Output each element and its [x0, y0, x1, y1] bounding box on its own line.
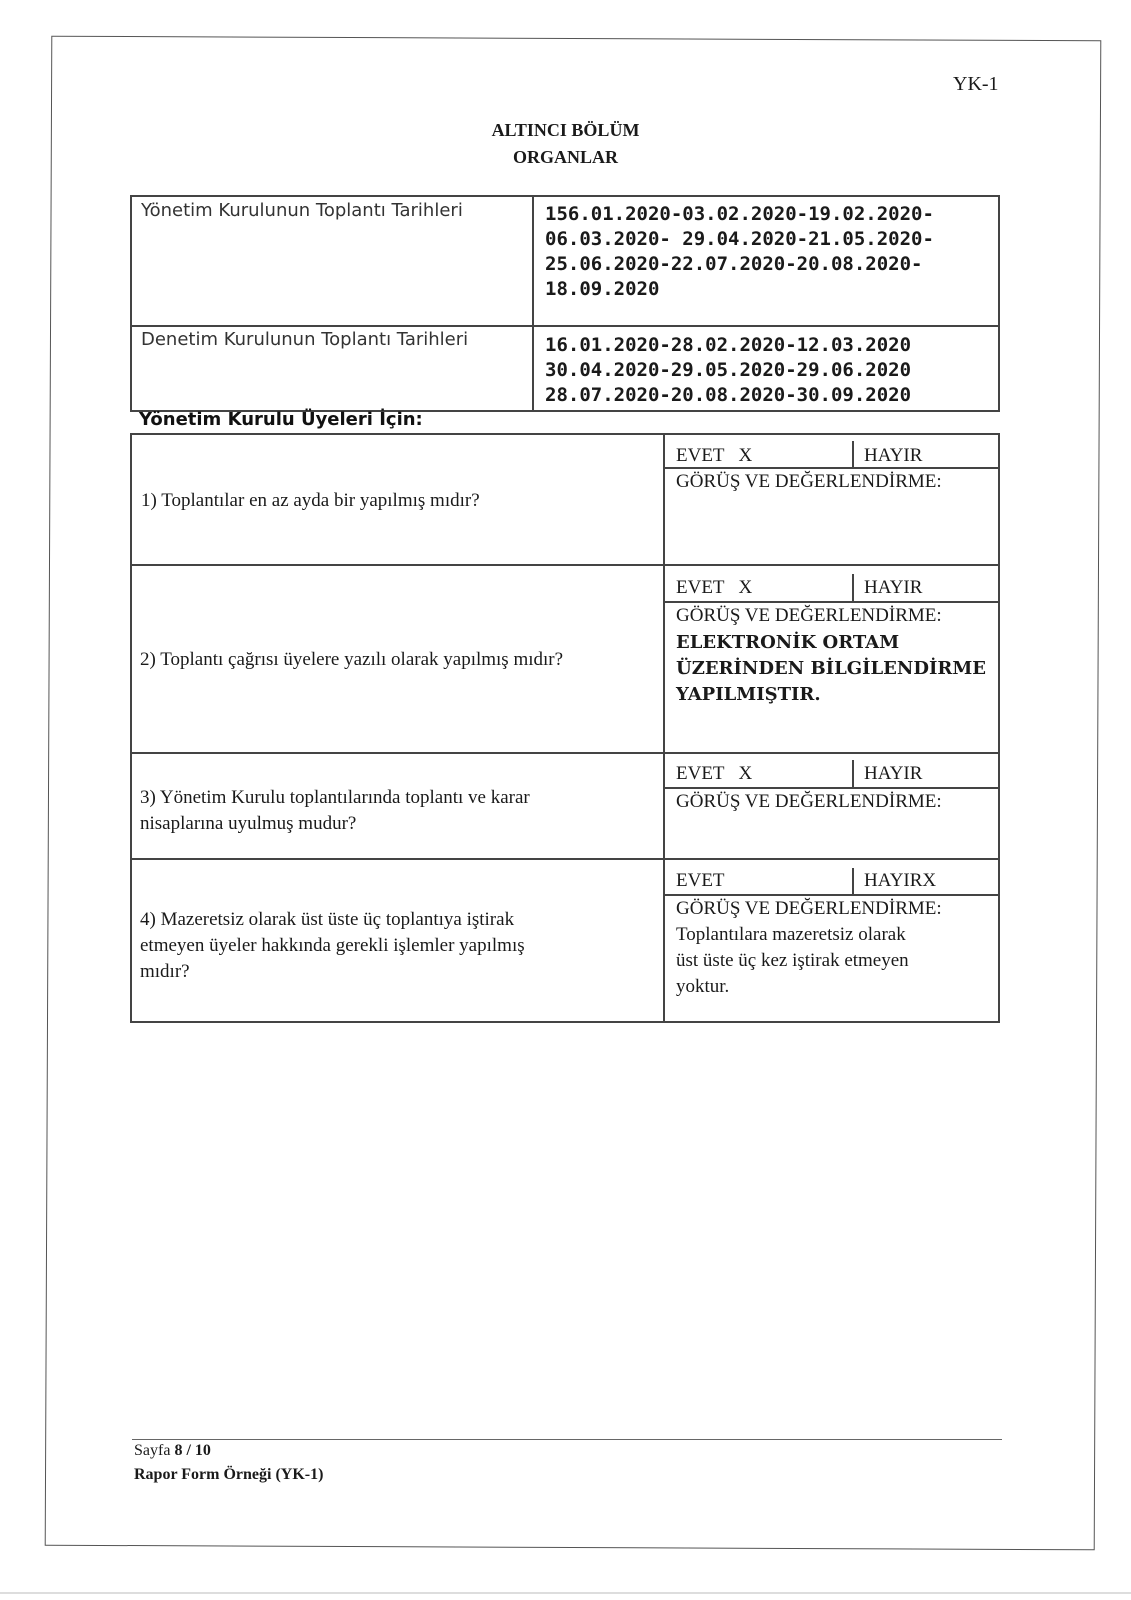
opinion-line: YAPILMIŞTIR. [676, 684, 821, 705]
question-text: 1) Toplantılar en az ayda bir yapılmış mıdır? [141, 490, 480, 511]
divider [663, 858, 665, 1023]
opinion-line: üst üste üç kez iştirak etmeyen [676, 950, 909, 971]
date-line: 156.01.2020-03.02.2020-19.02.2020- [545, 203, 934, 225]
page-prefix: Sayfa [134, 1442, 171, 1459]
page-code: YK-1 [953, 73, 999, 95]
opinion-line: ELEKTRONİK ORTAM [676, 632, 900, 653]
no-option[interactable]: HAYIRX [864, 870, 937, 891]
question-line: etmeyen üyeler hakkında gerekli işlemler yapılmış [140, 935, 525, 956]
opinion-label: GÖRÜŞ VE DEĞERLENDİRME: [676, 898, 942, 919]
date-line: 06.03.2020- 29.04.2020-21.05.2020- [545, 228, 934, 250]
question-text: 2) Toplantı çağrısı üyelere yazılı olarak yapılmış mıdır? [140, 649, 564, 670]
date-line: 25.06.2020-22.07.2020-20.08.2020- [545, 253, 923, 275]
divider [852, 574, 854, 602]
yes-option[interactable]: EVET [676, 870, 725, 891]
scan-edge [0, 1592, 1131, 1594]
question-line: 4) Mazeretsiz olarak üst üste üç toplantıya iştirak [140, 909, 515, 930]
opinion-label: GÖRÜŞ VE DEĞERLENDİRME: [676, 791, 942, 812]
yes-option[interactable]: EVET X [676, 763, 753, 784]
divider [852, 760, 854, 788]
question-text [140, 907, 652, 985]
page-total: 10 [194, 1442, 211, 1459]
yes-option[interactable]: EVET X [676, 577, 753, 598]
opinion-label: GÖRÜŞ VE DEĞERLENDİRME: [676, 471, 942, 492]
no-option[interactable]: HAYIR [864, 445, 923, 466]
audit-meetings-dates [545, 333, 911, 408]
no-option[interactable]: HAYIR [864, 577, 923, 598]
question-line: nisaplarına uyulmuş mudur? [140, 813, 357, 834]
audit-meetings-label: Denetim Kurulunun Toplantı Tarihleri [141, 329, 469, 350]
opinion-line: Toplantılara mazeretsiz olarak [676, 924, 906, 945]
question-text [140, 785, 652, 837]
board-meetings-label: Yönetim Kurulunun Toplantı Tarihleri [141, 200, 463, 221]
section-heading: Yönetim Kurulu Üyeleri İçin: [139, 409, 423, 430]
date-line: 28.07.2020-20.08.2020-30.09.2020 [545, 384, 912, 406]
opinion-text [676, 922, 992, 1000]
divider [852, 441, 854, 468]
question-line: 3) Yönetim Kurulu toplantılarında toplantı ve karar [140, 787, 530, 808]
board-meetings-dates [545, 202, 934, 302]
page-current: 8 [174, 1442, 183, 1459]
divider [663, 564, 665, 754]
opinion-line: yoktur. [676, 976, 730, 997]
page-separator: / [186, 1442, 191, 1459]
divider [663, 433, 665, 566]
divider [852, 868, 854, 895]
divider [663, 752, 665, 860]
no-option[interactable]: HAYIR [864, 763, 923, 784]
section-title: ALTINCI BÖLÜM [491, 120, 640, 140]
section-subtitle: ORGANLAR [512, 147, 618, 167]
footer-divider [132, 1439, 1002, 1440]
page-number [134, 1442, 211, 1460]
question-line: mıdır? [140, 961, 190, 982]
opinion-text [676, 630, 986, 708]
date-line: 30.04.2020-29.05.2020-29.06.2020 [545, 359, 912, 381]
date-line: 18.09.2020 [545, 278, 660, 300]
opinion-line: ÜZERİNDEN BİLGİLENDİRME [676, 658, 986, 679]
date-line: 16.01.2020-28.02.2020-12.03.2020 [545, 334, 912, 356]
opinion-label: GÖRÜŞ VE DEĞERLENDİRME: [676, 605, 942, 626]
form-name: Rapor Form Örneği (YK-1) [134, 1466, 324, 1483]
yes-option[interactable]: EVET X [676, 445, 753, 466]
